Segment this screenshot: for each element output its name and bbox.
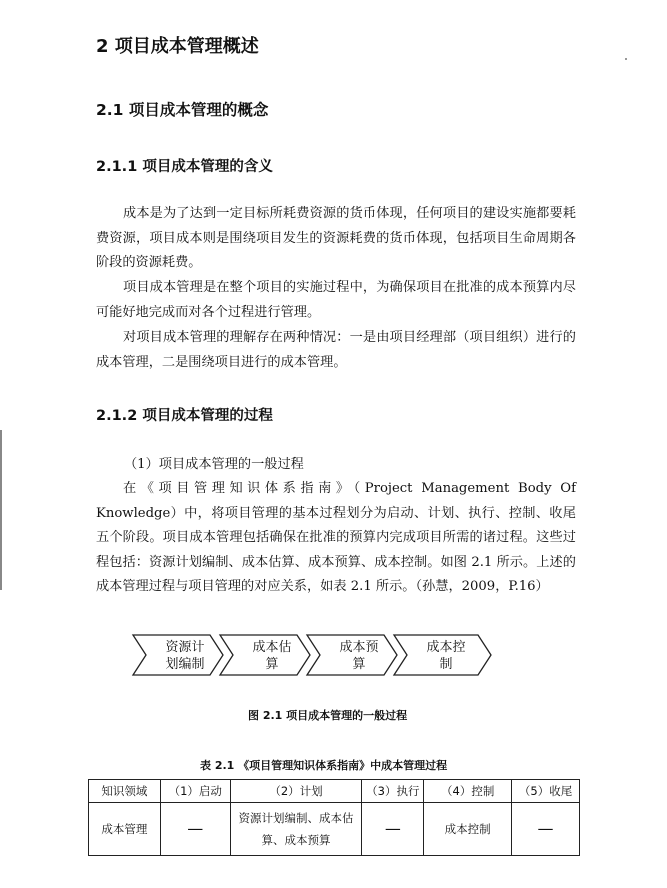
table-caption: 表 2.1 《项目管理知识体系指南》中成本管理过程 xyxy=(200,759,448,772)
table-cell: 成本控制 xyxy=(424,803,512,856)
paragraph-cost-definition: 成本是为了达到一定目标所耗费资源的货币体现，任何项目的建设实施都要耗费资源，项目成本则是围绕项目发生的资源耗费的货币体现，包括项目生命周期各阶段的资源耗费。 xyxy=(96,206,576,270)
flow-step-1-line1: 资源计 xyxy=(165,640,205,655)
subheading-general-process: （1）项目成本管理的一般过程 xyxy=(124,457,304,472)
table-header-cell: （2）计划 xyxy=(230,780,362,803)
table-cell: 资源计划编制、成本估算、成本预算 xyxy=(230,803,362,856)
subsection-heading-2-1-2: 2.1.2 项目成本管理的过程 xyxy=(96,408,273,424)
table-header-cell: （4）控制 xyxy=(424,780,512,803)
cost-process-flow-diagram xyxy=(130,632,500,678)
flow-step-2-line2: 算 xyxy=(265,657,279,672)
section-heading-2-1: 2.1 项目成本管理的概念 xyxy=(96,101,269,119)
flow-step-3-line2: 算 xyxy=(352,657,366,672)
table-header-cell: （1）启动 xyxy=(160,780,230,803)
table-header-cell: （3）执行 xyxy=(362,780,424,803)
scan-dust-mark xyxy=(625,58,627,60)
table-header-cell: （5）收尾 xyxy=(512,780,580,803)
table-cell: 成本管理 xyxy=(89,803,161,856)
flow-step-4-line1: 成本控 xyxy=(426,640,466,655)
flow-step-1-line2: 划编制 xyxy=(165,657,205,672)
table-header-cell: 知识领域 xyxy=(89,780,161,803)
flow-step-4-line2: 制 xyxy=(439,657,453,672)
table-cell: — xyxy=(160,803,230,856)
cost-management-process-table xyxy=(88,779,580,856)
table-header-row xyxy=(89,780,580,803)
paragraph-two-understandings: 对项目成本管理的理解存在两种情况：一是由项目经理部（项目组织）进行的成本管理，二是围绕项目进行的成本管理。 xyxy=(96,330,576,370)
paragraph-cost-management-definition: 项目成本管理是在整个项目的实施过程中，为确保项目在批准的成本预算内尽可能好地完成而对各个过程进行管理。 xyxy=(96,280,576,320)
paragraph-pmbok-process: 在《项目管理知识体系指南》（Project Management Body Of Knowledge）中，将项目管理的基本过程划分为启动、计划、执行、控制、收尾五个阶段。项目成本管理包括确保在批准的预算内完成项目所需的诸过程。这些过程包括：资源计划编制、成本估算、成本预算、成本控制。如图 2.1 所示。上述的成本管理过程与项目管理的对应关系，如表 2.1 所示。（孙慧，2009，P.16） xyxy=(96,481,576,594)
table-cell: — xyxy=(362,803,424,856)
flow-step-2-line1: 成本估 xyxy=(252,640,292,655)
table-row xyxy=(89,803,580,856)
figure-caption: 图 2.1 项目成本管理的一般过程 xyxy=(248,709,408,722)
table-cell: — xyxy=(512,803,580,856)
scan-edge-mark xyxy=(0,430,2,590)
chapter-heading: 2 项目成本管理概述 xyxy=(96,36,259,57)
flow-step-3-line1: 成本预 xyxy=(339,640,379,655)
subsection-heading-2-1-1: 2.1.1 项目成本管理的含义 xyxy=(96,159,273,175)
